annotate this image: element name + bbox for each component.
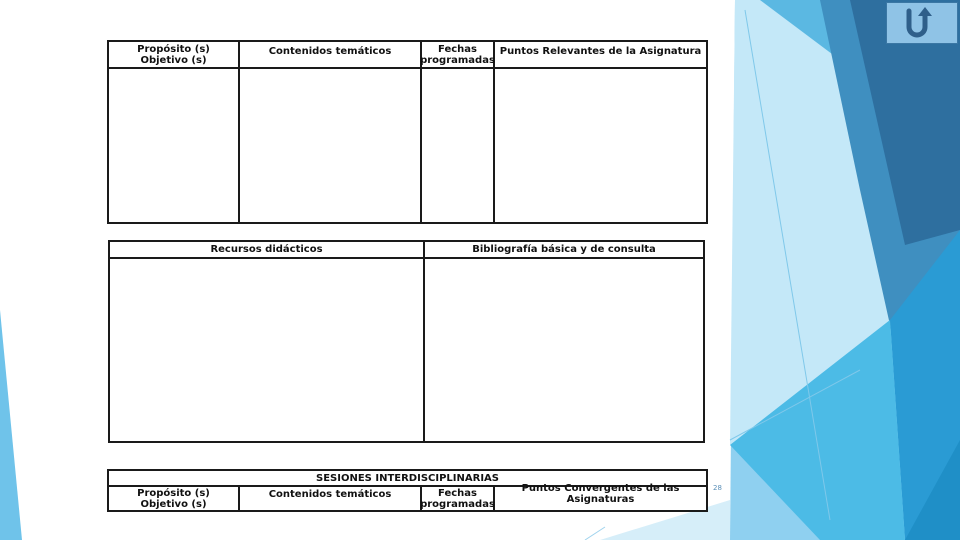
header-contents: Contenidos temáticos bbox=[268, 488, 392, 500]
header-didactic-resources: Recursos didácticos bbox=[210, 244, 323, 255]
header-convergent-points: Puntos Convergentes de las Asignaturas bbox=[521, 483, 680, 505]
header-purpose: Propósito (s) Objetivo (s) bbox=[137, 43, 210, 66]
column-divider bbox=[493, 42, 495, 222]
table-objectives bbox=[107, 40, 708, 224]
back-button[interactable] bbox=[886, 2, 958, 44]
header-divider bbox=[109, 67, 706, 69]
column-divider bbox=[423, 242, 425, 441]
column-divider bbox=[238, 42, 240, 222]
header-contents: Contenidos temáticos bbox=[268, 45, 392, 57]
page-number: 28 bbox=[713, 484, 722, 492]
table-title: SESIONES INTERDISCIPLINARIAS bbox=[316, 473, 499, 484]
header-purpose: Propósito (s) Objetivo (s) bbox=[137, 487, 210, 510]
header-bibliography: Bibliografía básica y de consulta bbox=[472, 244, 656, 255]
return-arrow-icon bbox=[887, 3, 957, 43]
table-resources bbox=[108, 240, 705, 443]
header-divider bbox=[110, 257, 703, 259]
column-divider bbox=[420, 42, 422, 222]
header-relevant-points: Puntos Relevantes de la Asignatura bbox=[499, 45, 702, 57]
header-dates: Fechas programadas bbox=[420, 43, 495, 66]
table-interdisciplinary bbox=[107, 469, 708, 512]
header-dates: Fechas programadas bbox=[420, 487, 495, 510]
